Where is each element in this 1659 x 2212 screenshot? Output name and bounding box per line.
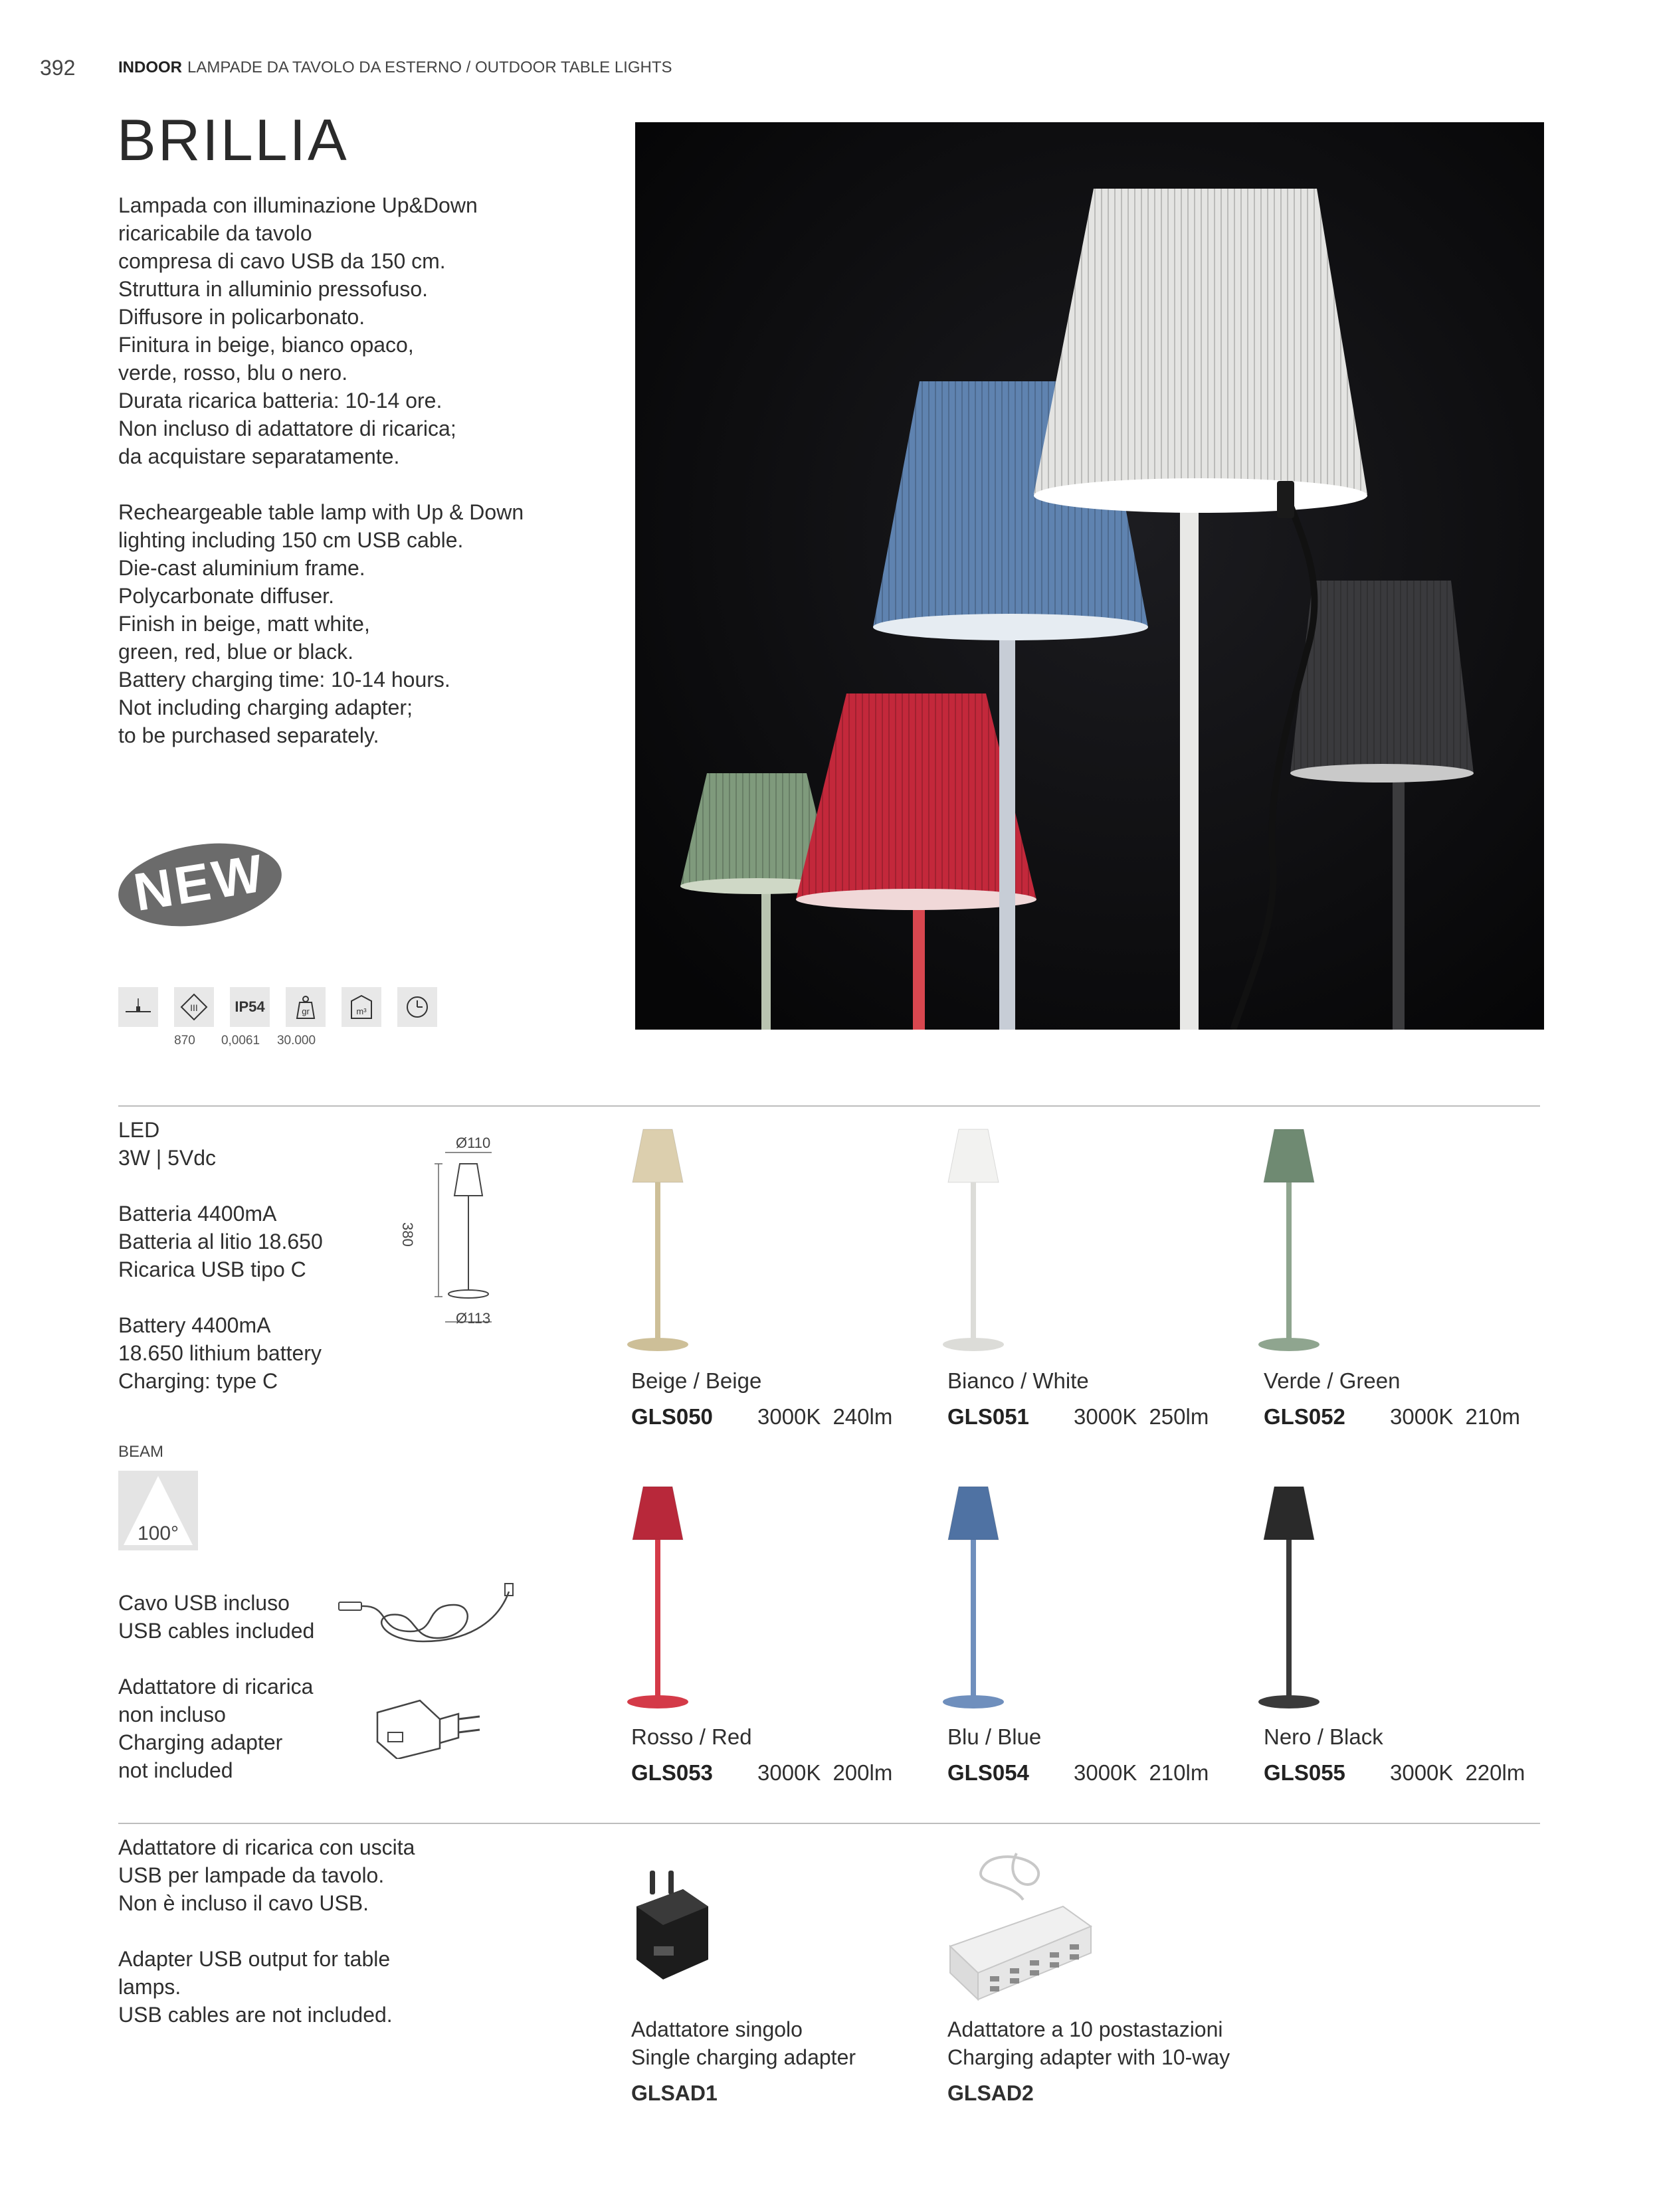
- desc-line: Not including charging adapter;: [118, 695, 413, 719]
- adapter-note-line: Adattatore di ricarica: [118, 1675, 314, 1699]
- variant-code-line: [947, 1760, 1220, 1786]
- ip-rating-icon: IP54: [230, 987, 270, 1027]
- adapter-note: [118, 1673, 313, 1784]
- variant-color-name: Bianco / White: [947, 1368, 1089, 1393]
- variant-image-green: [1256, 1123, 1322, 1362]
- desc-line: compresa di cavo USB da 150 cm.: [118, 249, 446, 273]
- variant-code-line: [631, 1404, 904, 1429]
- dimension-top-diameter: Ø110: [456, 1135, 491, 1151]
- spec-line: Charging: type C: [118, 1369, 278, 1393]
- desc-line: to be purchased separately.: [118, 723, 379, 747]
- spec-line: Ricarica USB tipo C: [118, 1257, 306, 1281]
- desc-line: verde, rosso, blu o nero.: [118, 361, 348, 385]
- charging-adapter-icon: [373, 1693, 486, 1759]
- spec-line: Battery 4400mA: [118, 1313, 271, 1337]
- variant-color-name: Nero / Black: [1264, 1724, 1383, 1749]
- accessory-name-en: Charging adapter with 10-way: [947, 2045, 1230, 2069]
- cable-text-it: Cavo USB incluso: [118, 1591, 290, 1615]
- dimension-base-diameter: Ø113: [456, 1310, 491, 1327]
- accessory-name-en: Single charging adapter: [631, 2045, 856, 2069]
- variant-code: GLS055: [1264, 1760, 1345, 1785]
- variant-shade: [633, 1129, 683, 1182]
- variant-shade: [1264, 1129, 1314, 1182]
- dimension-drawing: [419, 1129, 518, 1329]
- section-divider: [118, 1105, 1540, 1107]
- desc-line: Durata ricarica batteria: 10-14 ore.: [118, 389, 442, 413]
- variant-cct: 3000K: [757, 1404, 821, 1429]
- battery-specs-english: [118, 1311, 322, 1395]
- variant-cct: 3000K: [1390, 1404, 1454, 1429]
- table-mount-icon: [118, 987, 158, 1027]
- desc-line: Diffusore in policarbonato.: [118, 305, 365, 329]
- volume-icon: [342, 987, 381, 1027]
- section-divider: [118, 1823, 1540, 1824]
- variant-color-name: Beige / Beige: [631, 1368, 762, 1393]
- spec-line: LED: [118, 1118, 160, 1142]
- variant-lumen: 200lm: [832, 1760, 893, 1785]
- desc-line: ricaricabile da tavolo: [118, 221, 312, 245]
- accessories-note-line: Non è incluso il cavo USB.: [118, 1891, 369, 1915]
- accessories-note-line: [118, 1917, 415, 1945]
- light-specs: [118, 1116, 216, 1172]
- adapter-note-line: not included: [118, 1758, 233, 1782]
- desc-line: Lampada con illuminazione Up&Down: [118, 193, 478, 217]
- desc-line: Finish in beige, matt white,: [118, 612, 370, 636]
- beam-angle: 100°: [137, 1522, 179, 1544]
- accessory-ten-way: [947, 2015, 1230, 2107]
- spec-line: 3W | 5Vdc: [118, 1146, 217, 1170]
- ten-way-adapter-image: [943, 1840, 1096, 2006]
- variant-color-name: Blu / Blue: [947, 1724, 1042, 1749]
- desc-line: lighting including 150 cm USB cable.: [118, 528, 464, 552]
- product-title: BRILLIA: [117, 107, 349, 173]
- variant-stem: [1286, 1540, 1292, 1699]
- variant-stem: [655, 1540, 660, 1699]
- desc-line: Die-cast aluminium frame.: [118, 556, 365, 580]
- desc-line: Battery charging time: 10-14 hours.: [118, 668, 450, 691]
- svg-text:gr: gr: [302, 1006, 310, 1016]
- variant-color-name: Rosso / Red: [631, 1724, 752, 1749]
- accessories-note-line: Adapter USB output for table: [118, 1947, 391, 1971]
- variant-cct: 3000K: [1074, 1760, 1137, 1785]
- variant-shade: [948, 1487, 999, 1540]
- variant-base: [627, 1338, 688, 1351]
- battery-specs-italian: [118, 1200, 323, 1283]
- accessory-name-it: Adattatore singolo: [631, 2017, 803, 2041]
- variant-shade: [1264, 1487, 1314, 1540]
- description-english: [118, 498, 524, 749]
- variant-cct: 3000K: [757, 1760, 821, 1785]
- desc-line: Non incluso di adattatore di ricarica;: [118, 416, 456, 440]
- dimension-height: 380: [399, 1222, 416, 1247]
- accessories-note-line: lamps.: [118, 1975, 181, 1999]
- cable-info: [118, 1589, 314, 1645]
- variant-stem: [971, 1540, 976, 1699]
- variant-base: [943, 1338, 1004, 1351]
- desc-line: green, red, blue or black.: [118, 640, 353, 664]
- svg-text:III: III: [190, 1002, 198, 1013]
- class-iii-icon: [174, 987, 214, 1027]
- accessories-note-line: USB per lampade da tavolo.: [118, 1863, 385, 1887]
- breadcrumb-subtitle: LAMPADE DA TAVOLO DA ESTERNO / OUTDOOR TABLE LIGHTS: [187, 58, 672, 76]
- weight-icon: [286, 987, 326, 1027]
- variant-cct: 3000K: [1074, 1404, 1137, 1429]
- variant-shade: [948, 1129, 999, 1182]
- variant-lumen: 220lm: [1465, 1760, 1525, 1785]
- lifetime-value: 30.000: [276, 1034, 316, 1048]
- volume-value: 0,0061: [221, 1034, 260, 1048]
- desc-line: Polycarbonate diffuser.: [118, 584, 334, 608]
- variant-code: GLS054: [947, 1760, 1029, 1785]
- lifetime-clock-icon: [397, 987, 437, 1027]
- spec-line: 18.650 lithium battery: [118, 1341, 322, 1365]
- variant-base: [1258, 1695, 1319, 1708]
- variant-stem: [655, 1182, 660, 1342]
- accessory-code: GLSAD1: [631, 2081, 718, 2105]
- accessories-note-line: Adattatore di ricarica con uscita: [118, 1835, 415, 1859]
- variant-image-red: [625, 1480, 691, 1719]
- spec-line: Batteria 4400mA: [118, 1202, 277, 1226]
- desc-line: Finitura in beige, bianco opaco,: [118, 333, 414, 357]
- variant-code: GLS052: [1264, 1404, 1345, 1429]
- page-number: 392: [40, 56, 76, 80]
- accessories-note-line: USB cables are not included.: [118, 2003, 393, 2027]
- variant-base: [627, 1695, 688, 1708]
- desc-line: da acquistare separatamente.: [118, 444, 400, 468]
- variant-code-line: [1264, 1760, 1537, 1786]
- variant-lumen: 210m: [1465, 1404, 1520, 1429]
- variant-lumen: 250lm: [1149, 1404, 1209, 1429]
- variant-code-line: [1264, 1404, 1532, 1429]
- spec-line: Batteria al litio 18.650: [118, 1230, 323, 1253]
- variant-code-line: [631, 1760, 904, 1786]
- variant-image-black: [1256, 1480, 1322, 1719]
- variant-lumen: 210lm: [1149, 1760, 1209, 1785]
- single-adapter-image: [630, 1867, 716, 1986]
- variant-code: GLS050: [631, 1404, 713, 1429]
- accessory-name-it: Adattatore a 10 postastazioni: [947, 2017, 1223, 2041]
- variant-code: GLS053: [631, 1760, 713, 1785]
- adapter-note-line: non incluso: [118, 1703, 226, 1726]
- svg-text:m³: m³: [356, 1006, 367, 1016]
- variant-stem: [1286, 1182, 1292, 1342]
- variant-color-name: Verde / Green: [1264, 1368, 1401, 1393]
- variant-stem: [971, 1182, 976, 1342]
- variant-image-blue: [940, 1480, 1007, 1719]
- usb-cable-icon: [338, 1578, 517, 1651]
- variant-image-white: [940, 1123, 1007, 1362]
- variant-lumen: 240lm: [832, 1404, 893, 1429]
- accessories-note: [118, 1833, 415, 2029]
- new-badge-text: NEW: [130, 843, 270, 923]
- variant-cct: 3000K: [1390, 1760, 1454, 1785]
- variant-base: [1258, 1338, 1319, 1351]
- variant-shade: [633, 1487, 683, 1540]
- desc-line: Struttura in alluminio pressofuso.: [118, 277, 428, 301]
- variant-base: [943, 1695, 1004, 1708]
- adapter-note-line: Charging adapter: [118, 1730, 283, 1754]
- weight-value: 870: [174, 1034, 195, 1048]
- variant-image-beige: [625, 1123, 691, 1362]
- accessory-single: [631, 2015, 856, 2107]
- accessory-code: GLSAD2: [947, 2081, 1034, 2105]
- breadcrumb-section: INDOOR: [118, 58, 182, 76]
- description-italian: [118, 191, 478, 470]
- breadcrumb: [118, 58, 672, 77]
- variant-code-line: [947, 1404, 1220, 1429]
- desc-line: Recheargeable table lamp with Up & Down: [118, 500, 524, 524]
- cable-text-en: USB cables included: [118, 1619, 315, 1643]
- hero-product-photo: [635, 122, 1544, 1030]
- beam-label: BEAM: [118, 1443, 164, 1461]
- variant-code: GLS051: [947, 1404, 1029, 1429]
- new-badge: [117, 842, 283, 927]
